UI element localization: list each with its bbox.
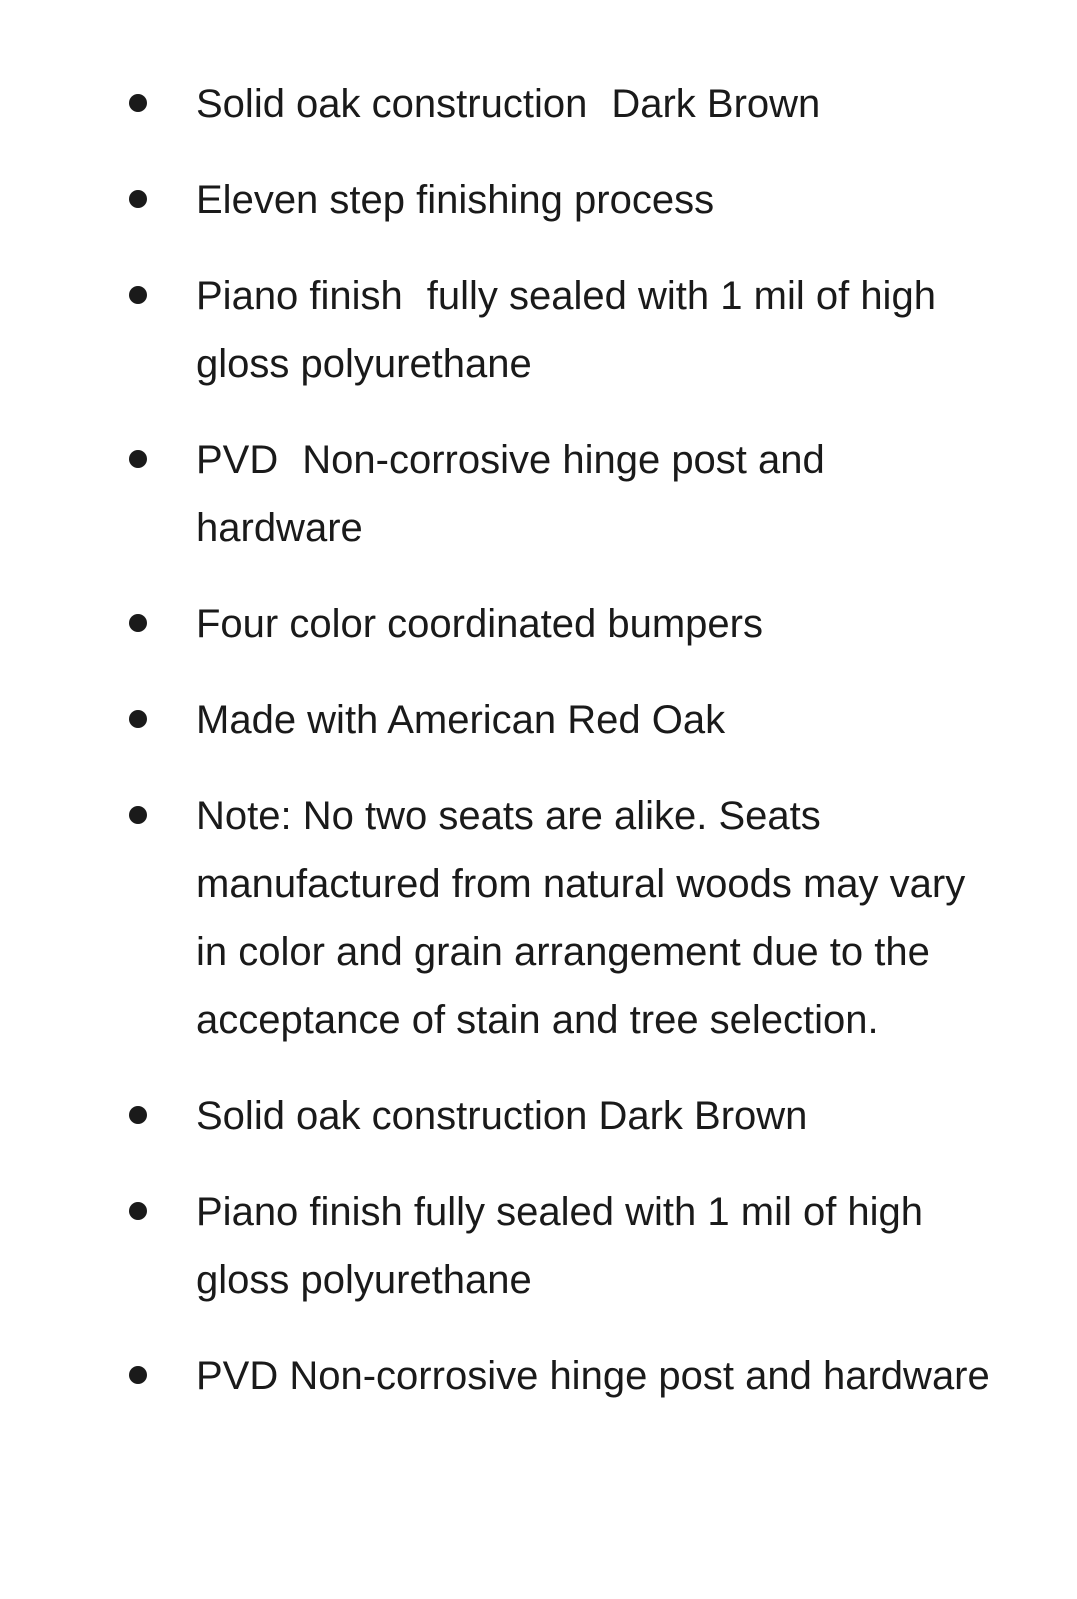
- item-text: Non-corrosive hinge post and hardware: [196, 438, 825, 550]
- bullet-icon: [129, 1202, 147, 1220]
- bullet-icon: [129, 614, 147, 632]
- bullet-icon: [129, 806, 147, 824]
- item-text: Dark Brown: [611, 82, 821, 126]
- item-text: PVD Non-corrosive hinge post and hardware: [196, 1354, 990, 1398]
- bullet-icon: [129, 450, 147, 468]
- bullet-icon: [129, 94, 147, 112]
- feature-list: [0, 70, 1077, 1438]
- item-text: Piano finish: [196, 274, 403, 318]
- bullet-icon: [129, 190, 147, 208]
- bullet-icon: [129, 1366, 147, 1384]
- list-item: [0, 1178, 1077, 1314]
- list-item: [0, 1082, 1077, 1150]
- list-item: [0, 70, 1077, 138]
- item-text: Solid oak construction Dark Brown: [196, 1094, 808, 1138]
- list-item: [0, 426, 1077, 562]
- item-text: PVD: [196, 438, 279, 482]
- list-item: [0, 590, 1077, 658]
- bullet-icon: [129, 1106, 147, 1124]
- bullet-icon: [129, 286, 147, 304]
- bullet-icon: [129, 710, 147, 728]
- list-item: [0, 782, 1077, 1054]
- item-text: Note: No two seats are alike. Seats manufactured from natural woods may vary in color and grain arrangement due to the acceptance of stain and tree selection.: [196, 794, 966, 1042]
- item-text: Four color coordinated bumpers: [196, 602, 763, 646]
- item-text: Eleven step finishing process: [196, 178, 715, 222]
- item-text: Solid oak construction: [196, 82, 588, 126]
- list-item: [0, 1342, 1077, 1410]
- item-text: Piano finish fully sealed with 1 mil of high gloss polyurethane: [196, 1190, 924, 1302]
- item-text: fully sealed with 1 mil of high gloss polyurethane: [196, 274, 936, 386]
- list-item: [0, 686, 1077, 754]
- item-text: Made with American Red Oak: [196, 698, 726, 742]
- list-item: [0, 262, 1077, 398]
- list-item: [0, 166, 1077, 234]
